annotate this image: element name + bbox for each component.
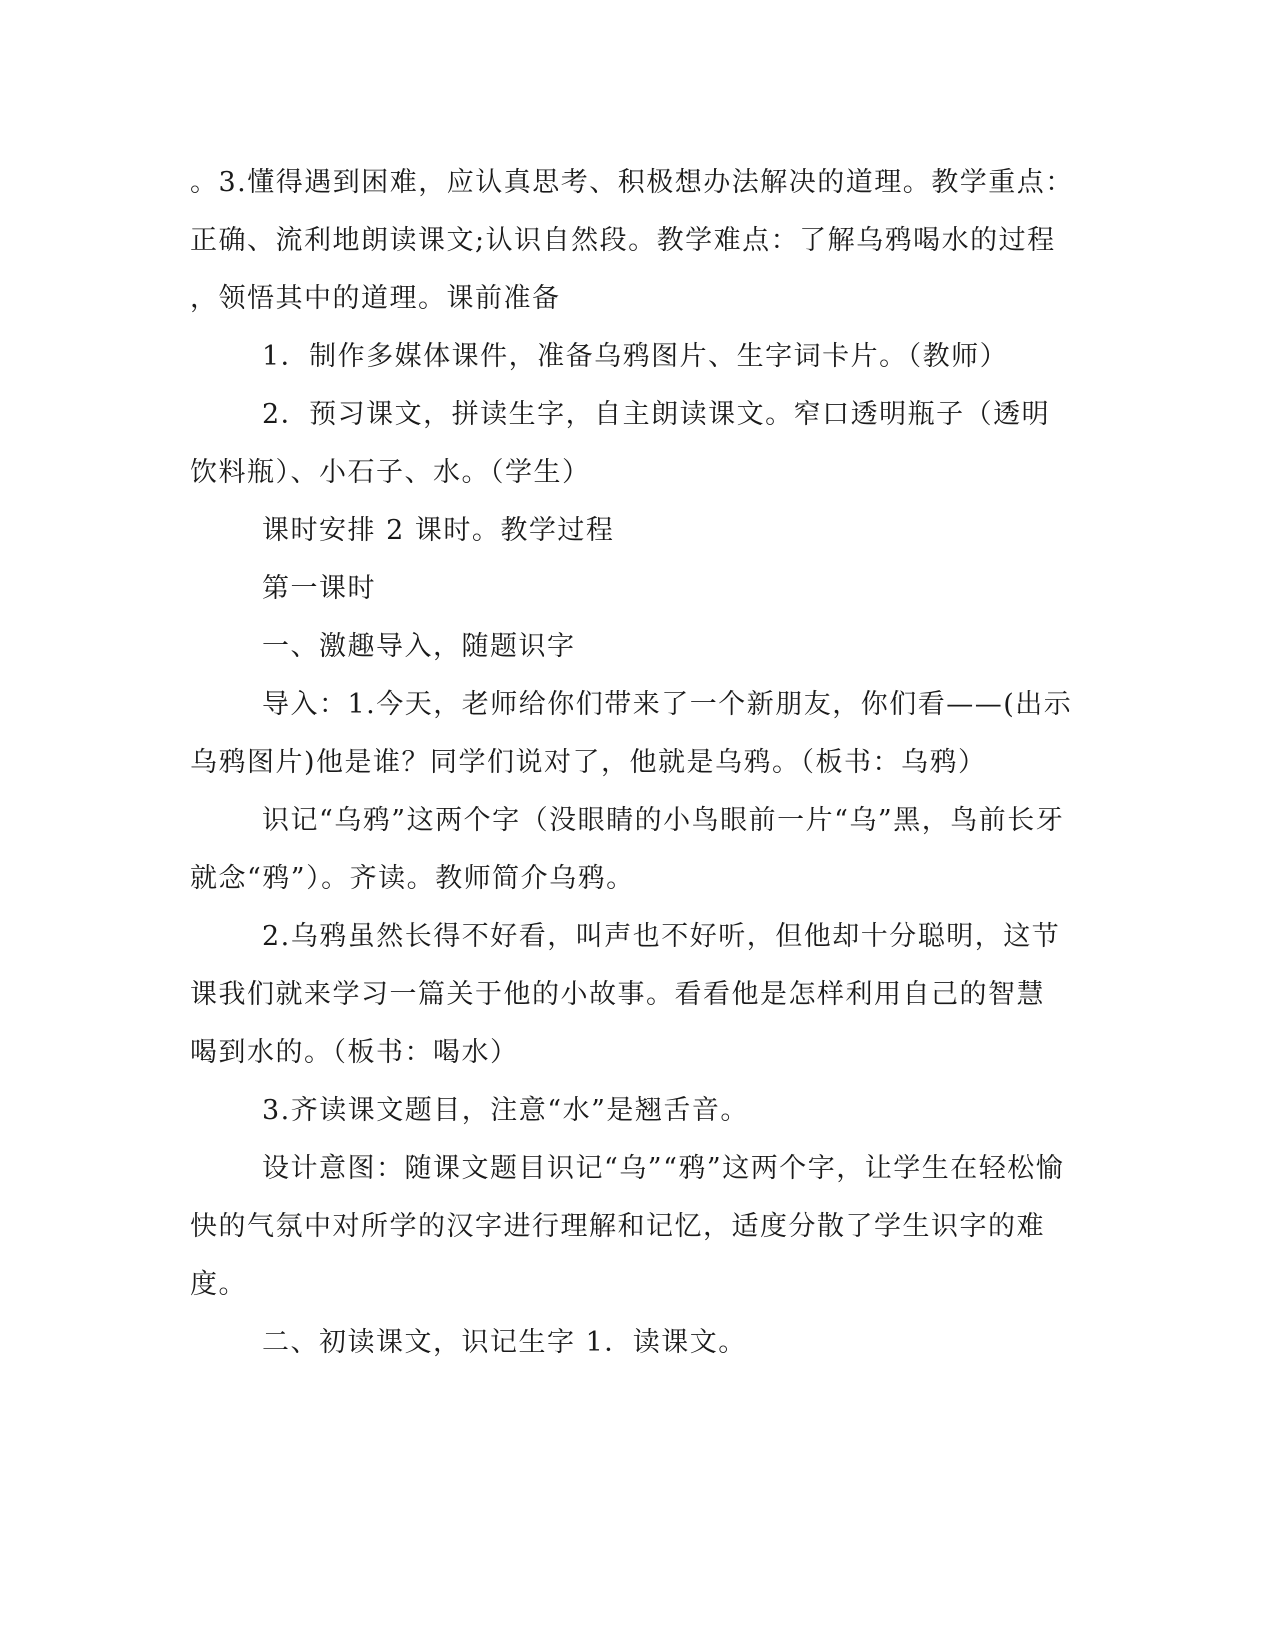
list-item: 1．制作多媒体课件，准备乌鸦图片、生字词卡片。（教师） [262,341,1009,372]
text-line: 课时安排 2 课时。教学过程 [262,515,615,546]
text-line: 饮料瓶）、小石子、水。（学生） [190,457,591,488]
text-line: 喝到水的。（板书：喝水） [190,1037,519,1068]
text-line: ，领悟其中的道理。课前准备 [190,283,561,314]
text-line: 识记“乌鸦”这两个字（没眼睛的小鸟眼前一片“乌”黑，鸟前长牙 [262,805,1065,836]
text-line: 课我们就来学习一篇关于他的小故事。看看他是怎样利用自己的智慧 [190,979,1045,1010]
section-heading: 第一课时 [262,573,376,604]
text-line: 设计意图：随课文题目识记“乌”“鸦”这两个字，让学生在轻松愉 [262,1153,1065,1184]
text-line: 2.乌鸦虽然长得不好看，叫声也不好听，但他却十分聪明，这节 [262,921,1061,952]
list-item: 2．预习课文，拼读生字，自主朗读课文。窄口透明瓶子（透明 [262,399,1051,430]
text-line: 快的气氛中对所学的汉字进行理解和记忆，适度分散了学生识字的难 [190,1211,1045,1242]
section-heading: 二、初读课文，识记生字 1．读课文。 [262,1327,747,1358]
text-line: 正确、流利地朗读课文;认识自然段。教学难点：了解乌鸦喝水的过程 [190,225,1056,256]
text-line: 就念“鸦”）。齐读。教师简介乌鸦。 [190,863,635,894]
text-line: 度。 [190,1269,247,1300]
text-line: 3.齐读课文题目，注意“水”是翘舌音。 [262,1095,749,1126]
text-line: 导入：1.今天，老师给你们带来了一个新朋友，你们看——(出示 [262,689,1073,720]
text-line: 乌鸦图片)他是谁？同学们说对了，他就是乌鸦。（板书：乌鸦） [190,747,987,778]
text-line: 。3.懂得遇到困难，应认真思考、积极想办法解决的道理。教学重点： [190,167,1074,198]
section-heading: 一、激趣导入，随题识字 [262,631,576,662]
